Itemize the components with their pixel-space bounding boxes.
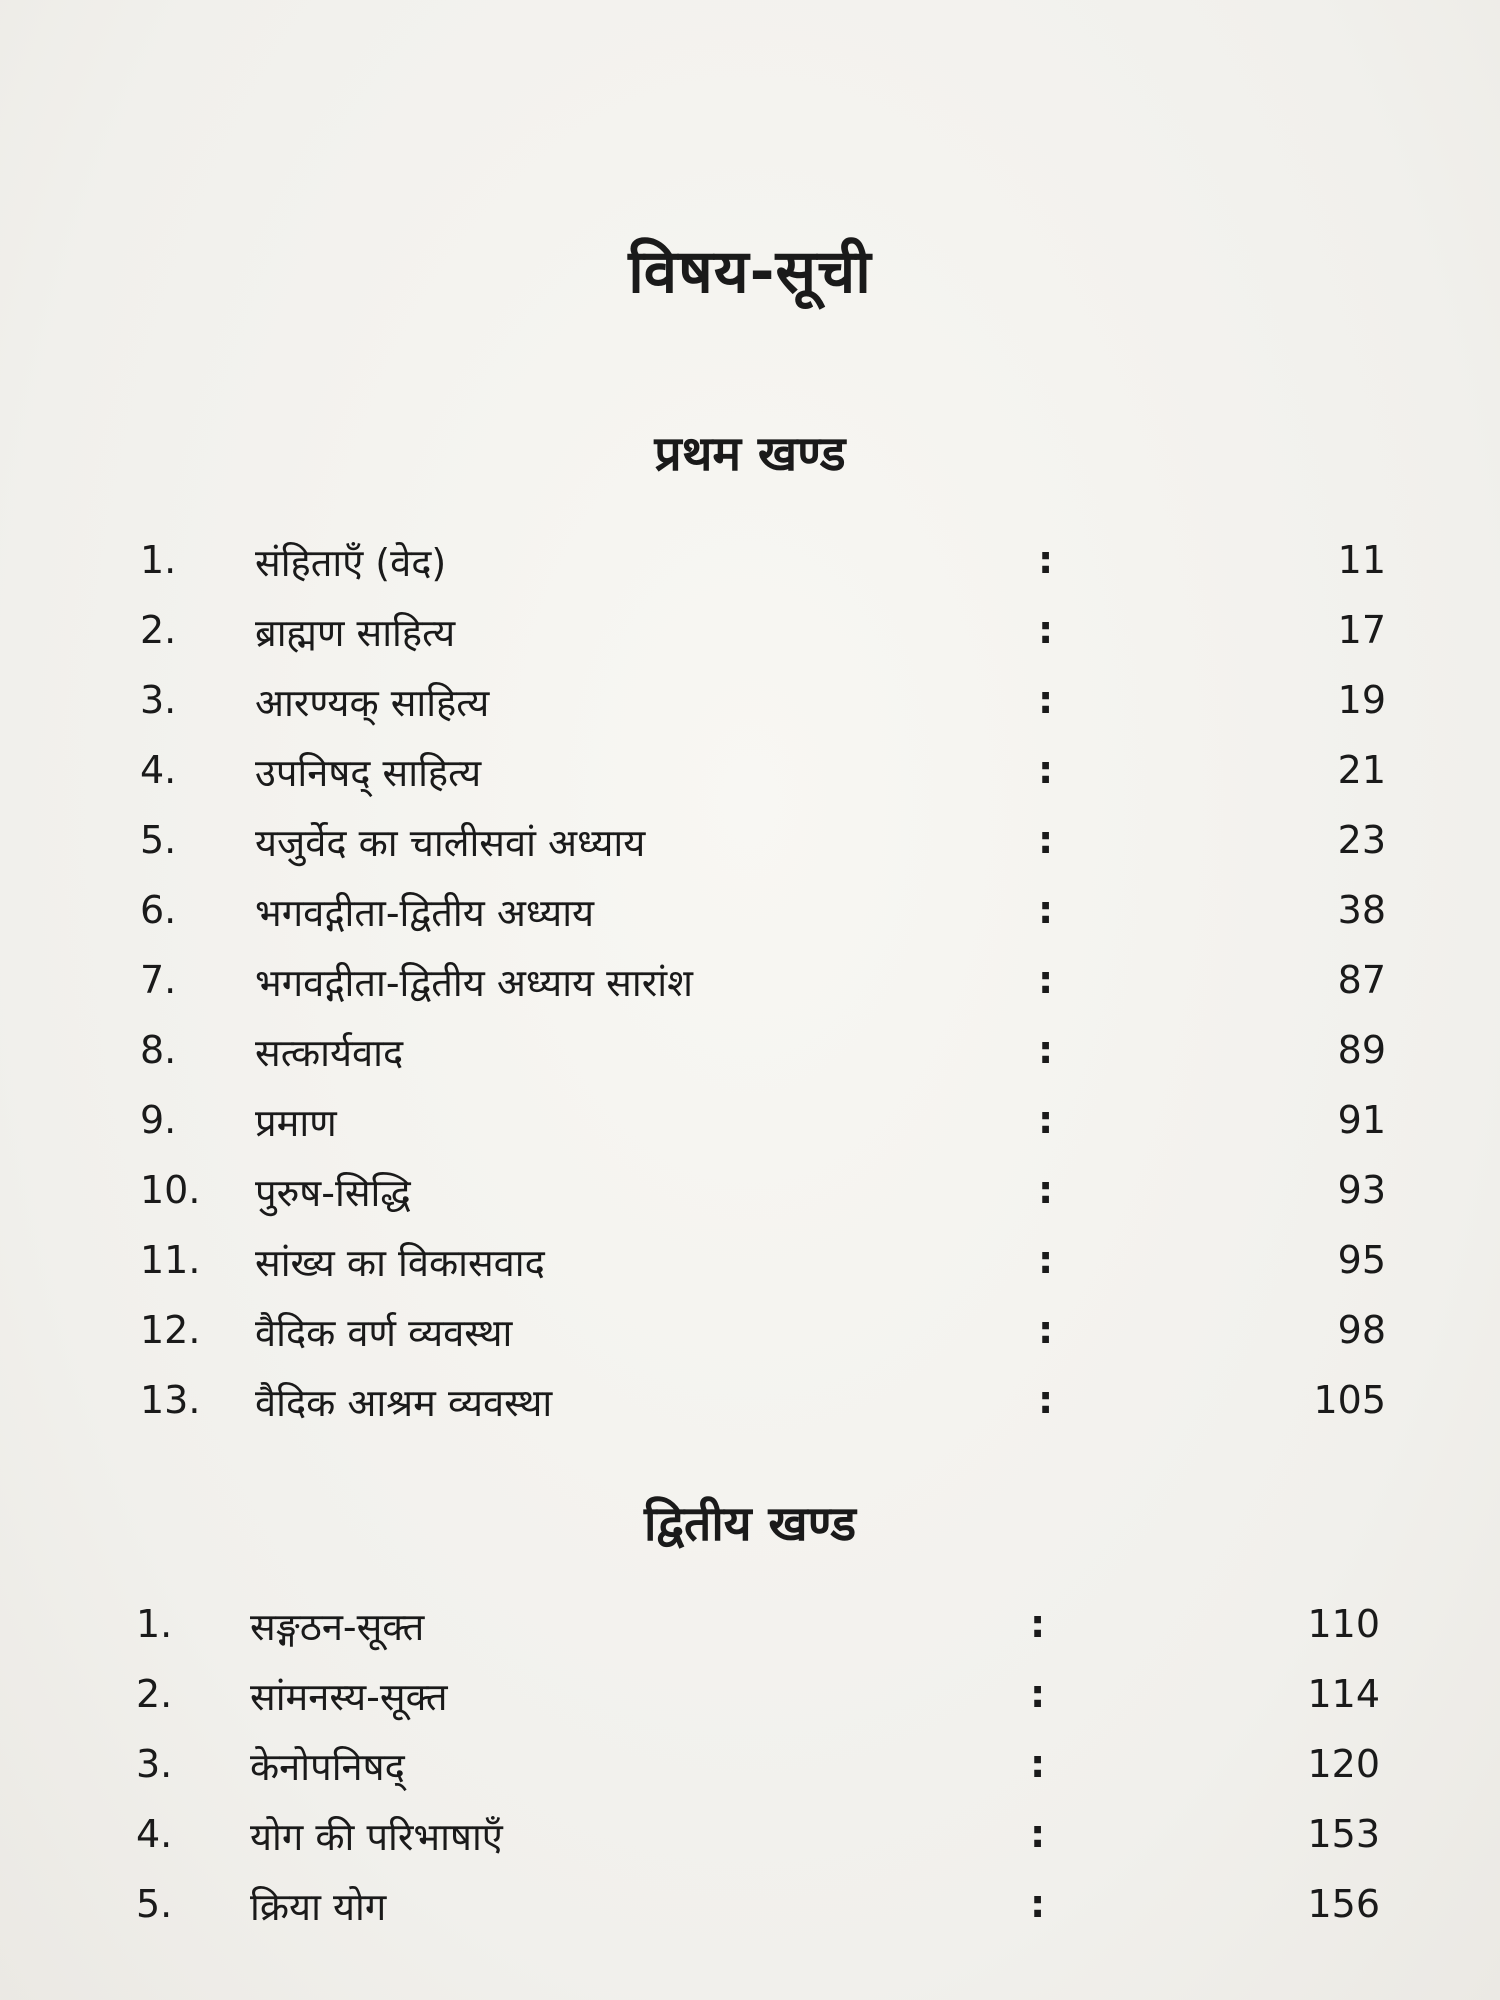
entry-title: वैदिक वर्ण व्यवस्था [255, 1311, 513, 1355]
entry-page-number: 110 [1307, 1602, 1380, 1646]
entry-separator: : [1038, 1308, 1054, 1352]
entry-separator: : [1030, 1882, 1046, 1926]
toc-entry[interactable] [0, 1018, 1500, 1088]
toc-entry[interactable] [0, 1732, 1500, 1802]
entry-number: 11. [140, 1238, 201, 1282]
entry-number: 10. [140, 1168, 201, 1212]
entry-number: 8. [140, 1028, 177, 1072]
entry-separator: : [1038, 1238, 1054, 1282]
toc-entry[interactable] [0, 1228, 1500, 1298]
entry-title: सांमनस्य-सूक्त [250, 1675, 448, 1719]
entry-number: 3. [140, 678, 177, 722]
entry-page-number: 95 [1337, 1238, 1386, 1282]
entry-page-number: 91 [1337, 1098, 1386, 1142]
entry-separator: : [1038, 818, 1054, 862]
entry-separator: : [1030, 1672, 1046, 1716]
entry-separator: : [1038, 1378, 1054, 1422]
toc-entry[interactable] [0, 1088, 1500, 1158]
entry-page-number: 21 [1337, 748, 1386, 792]
entry-number: 12. [140, 1308, 201, 1352]
entry-separator: : [1038, 608, 1054, 652]
page-title: विषय-सूची [628, 237, 872, 307]
entry-page-number: 120 [1307, 1742, 1380, 1786]
entry-separator: : [1038, 888, 1054, 932]
entry-title: उपनिषद् साहित्य [255, 751, 482, 795]
entry-page-number: 11 [1337, 538, 1386, 582]
entry-page-number: 87 [1337, 958, 1386, 1002]
entry-page-number: 19 [1337, 678, 1386, 722]
toc-entry[interactable] [0, 1662, 1500, 1732]
entry-number: 9. [140, 1098, 177, 1142]
entry-number: 5. [136, 1882, 173, 1926]
entry-title: ब्राह्मण साहित्य [255, 611, 456, 655]
entry-page-number: 105 [1313, 1378, 1386, 1422]
entry-number: 5. [140, 818, 177, 862]
toc-entry[interactable] [0, 1368, 1500, 1438]
toc-entry[interactable] [0, 1158, 1500, 1228]
entry-title: भगवद्गीता-द्वितीय अध्याय सारांश [255, 961, 693, 1005]
entry-number: 2. [140, 608, 177, 652]
entry-page-number: 114 [1307, 1672, 1380, 1716]
entry-title: संहिताएँ (वेद) [255, 541, 447, 585]
entry-separator: : [1038, 748, 1054, 792]
toc-entry[interactable] [0, 1802, 1500, 1872]
entry-page-number: 23 [1337, 818, 1386, 862]
entry-page-number: 98 [1337, 1308, 1386, 1352]
entry-title: योग की परिभाषाएँ [250, 1815, 503, 1859]
entry-number: 7. [140, 958, 177, 1002]
section-heading-1: प्रथम खण्ड [654, 426, 846, 482]
toc-entry[interactable] [0, 528, 1500, 598]
entry-separator: : [1038, 958, 1054, 1002]
toc-entry[interactable] [0, 808, 1500, 878]
entry-title: क्रिया योग [250, 1885, 387, 1929]
entry-title: सत्कार्यवाद [255, 1031, 404, 1075]
entry-separator: : [1030, 1742, 1046, 1786]
entry-separator: : [1030, 1812, 1046, 1856]
entry-separator: : [1030, 1602, 1046, 1646]
toc-entry[interactable] [0, 1298, 1500, 1368]
toc-entry[interactable] [0, 738, 1500, 808]
toc-entry[interactable] [0, 878, 1500, 948]
entry-page-number: 156 [1307, 1882, 1380, 1926]
toc-entry[interactable] [0, 948, 1500, 1018]
entry-title: पुरुष-सिद्धि [255, 1171, 411, 1215]
entry-page-number: 89 [1337, 1028, 1386, 1072]
entry-separator: : [1038, 1168, 1054, 1212]
entry-page-number: 153 [1307, 1812, 1380, 1856]
entry-page-number: 93 [1337, 1168, 1386, 1212]
entry-title: सांख्य का विकासवाद [255, 1241, 545, 1285]
toc-entry[interactable] [0, 668, 1500, 738]
entry-number: 4. [140, 748, 177, 792]
entry-title: भगवद्गीता-द्वितीय अध्याय [255, 891, 595, 935]
entry-title: केनोपनिषद् [250, 1745, 405, 1789]
section-heading-2: द्वितीय खण्ड [643, 1496, 857, 1552]
entry-title: आरण्यक् साहित्य [255, 681, 490, 725]
entry-number: 13. [140, 1378, 201, 1422]
entry-page-number: 38 [1337, 888, 1386, 932]
entry-page-number: 17 [1337, 608, 1386, 652]
entry-title: वैदिक आश्रम व्यवस्था [255, 1381, 553, 1425]
entry-separator: : [1038, 538, 1054, 582]
entry-number: 1. [136, 1602, 173, 1646]
entry-title: यजुर्वेद का चालीसवां अध्याय [255, 821, 646, 865]
entry-separator: : [1038, 1098, 1054, 1142]
entry-number: 6. [140, 888, 177, 932]
entry-number: 2. [136, 1672, 173, 1716]
entry-title: प्रमाण [255, 1101, 337, 1145]
entry-separator: : [1038, 1028, 1054, 1072]
toc-entry[interactable] [0, 1872, 1500, 1942]
entry-number: 1. [140, 538, 177, 582]
entry-number: 4. [136, 1812, 173, 1856]
entry-title: सङ्गठन-सूक्त [250, 1605, 425, 1649]
entry-number: 3. [136, 1742, 173, 1786]
entry-separator: : [1038, 678, 1054, 722]
toc-entry[interactable] [0, 598, 1500, 668]
toc-entry[interactable] [0, 1592, 1500, 1662]
